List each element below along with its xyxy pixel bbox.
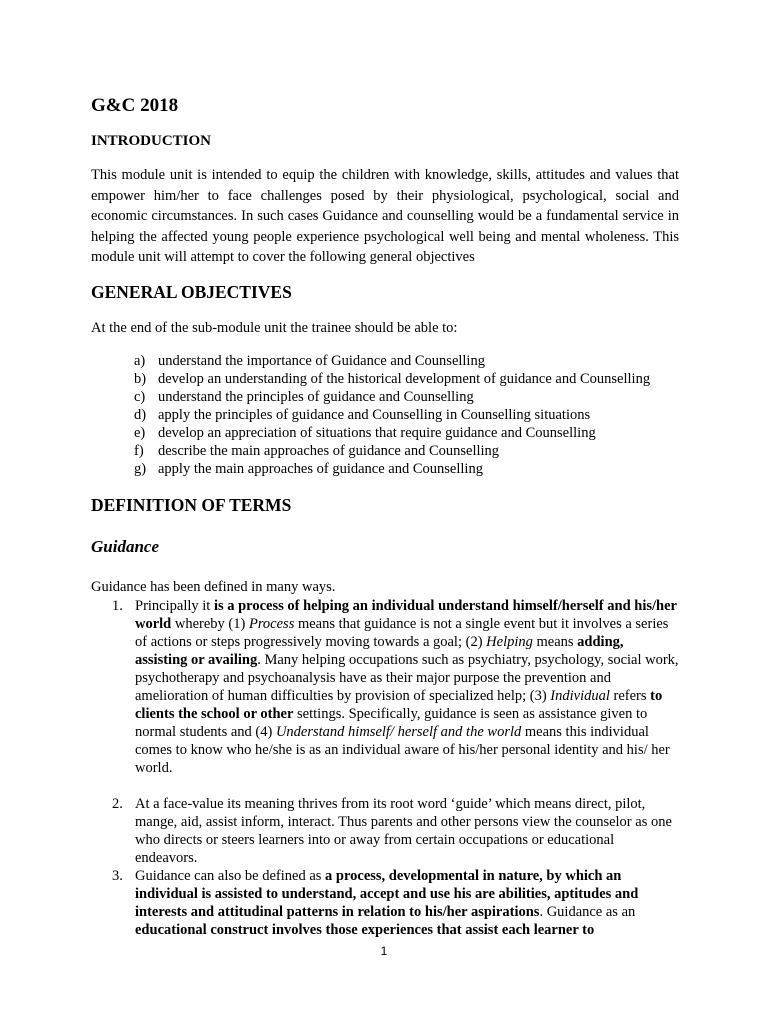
definitions-list — [91, 597, 679, 939]
definition-text-run: refers — [609, 688, 651, 704]
intro-heading: INTRODUCTION — [91, 133, 212, 149]
objective-item — [91, 460, 679, 478]
objectives-heading: GENERAL OBJECTIVES — [91, 282, 292, 302]
definition-text-run: means that guidance is not a single event but it involves a series of actions or steps progressively moving towards a goal; (2) — [135, 616, 669, 650]
definition-text-run: means — [532, 634, 578, 650]
page-number: 1 — [380, 944, 388, 958]
objective-marker: a) — [134, 353, 146, 369]
objective-item — [91, 388, 679, 406]
definition-marker: 3. — [112, 868, 123, 884]
definition-text-run: Helping — [486, 634, 533, 650]
objective-text: develop an understanding of the historical development of guidance and Counselling — [158, 371, 651, 387]
objectives-lead: At the end of the sub-module unit the trainee should be able to: — [91, 320, 458, 336]
definition-text-run: settings. Specifically, guidance is seen as assistance given to normal students and (4) — [135, 706, 648, 740]
objective-marker: e) — [134, 425, 146, 441]
definition-text-run: educational construct involves those experiences that assist each learner to — [135, 922, 595, 938]
objective-marker: f) — [134, 443, 144, 459]
objective-text: develop an appreciation of situations that require guidance and Counselling — [158, 425, 596, 441]
definition-marker: 2. — [112, 796, 123, 812]
definition-text-run: is a process of helping an individual understand himself/herself and his/her world — [135, 598, 677, 632]
objective-marker: d) — [134, 407, 147, 423]
objective-marker: c) — [134, 389, 146, 405]
definition-text-run: to clients the school or other — [135, 688, 663, 722]
guidance-subheading: Guidance — [91, 537, 159, 556]
objective-text: understand the importance of Guidance and Counselling — [158, 353, 485, 369]
definition-text-run: Guidance can also be defined as — [135, 868, 326, 884]
objective-marker: b) — [134, 371, 147, 387]
definition-text-run: adding, assisting or availing — [135, 634, 624, 668]
definitions-lead: Guidance has been defined in many ways. — [91, 579, 336, 595]
objective-item — [91, 370, 679, 388]
definition-text-run: Individual — [550, 688, 610, 704]
definition-text-run: Process — [248, 616, 295, 632]
definition-text-run: Understand himself/ herself and the world — [275, 724, 522, 740]
definition-text-run: a process, developmental in nature, by which an individual is assisted to understand, accept and use his are abilities, aptitudes and interests and attitudinal patterns in relation to his/her aspirations — [135, 868, 639, 920]
definition-text-run: . Many helping occupations such as psychiatry, psychology, social work, psychotherapy and psychoanalysis have as their major purpose the prevention and amelioration of human difficulties by provision of specialized help; (3) — [135, 652, 679, 704]
objective-item — [91, 406, 679, 424]
objective-text: understand the principles of guidance and Counselling — [158, 389, 474, 405]
definition-text-run: At a face-value its meaning thrives from its root word ‘guide’ which means direct, pilot, mange, aid, assist inform, interact. Thus parents and other persons view the counselor as one who directs or steers learners into or away from certain occupations or educational endeavors. — [135, 796, 672, 866]
objectives-list — [91, 352, 679, 478]
objective-item — [91, 352, 679, 370]
definition-item — [91, 597, 679, 777]
document-title: G&C 2018 — [91, 95, 179, 116]
objective-text: apply the main approaches of guidance and Counselling — [158, 461, 483, 477]
objective-marker: g) — [134, 461, 147, 477]
objective-text: describe the main approaches of guidance and Counselling — [158, 443, 500, 459]
definition-text-run: . Guidance as an — [539, 904, 636, 920]
definition-item — [91, 867, 679, 939]
definition-text-run: whereby (1) — [171, 616, 249, 632]
objective-item — [91, 424, 679, 442]
definition-text-run: means this individual comes to know who he/she is as an individual aware of his/her personal identity and his/ her world. — [135, 724, 670, 776]
definitions-heading: DEFINITION OF TERMS — [91, 495, 292, 515]
definition-marker: 1. — [112, 598, 123, 614]
intro-paragraph: This module unit is intended to equip the children with knowledge, skills, attitudes and values that empower him/her to face challenges posed by their physiological, psychological, social and economic circumstances. In such cases Guidance and counselling would be a fundamental service in helping the affected young people experience psychological well being and mental wholeness. This module unit will attempt to cover the following general objectives — [91, 167, 679, 265]
objective-text: apply the principles of guidance and Counselling in Counselling situations — [158, 407, 591, 423]
objective-item — [91, 442, 679, 460]
definition-text-run: Principally it — [135, 598, 214, 614]
definition-item — [91, 795, 679, 867]
